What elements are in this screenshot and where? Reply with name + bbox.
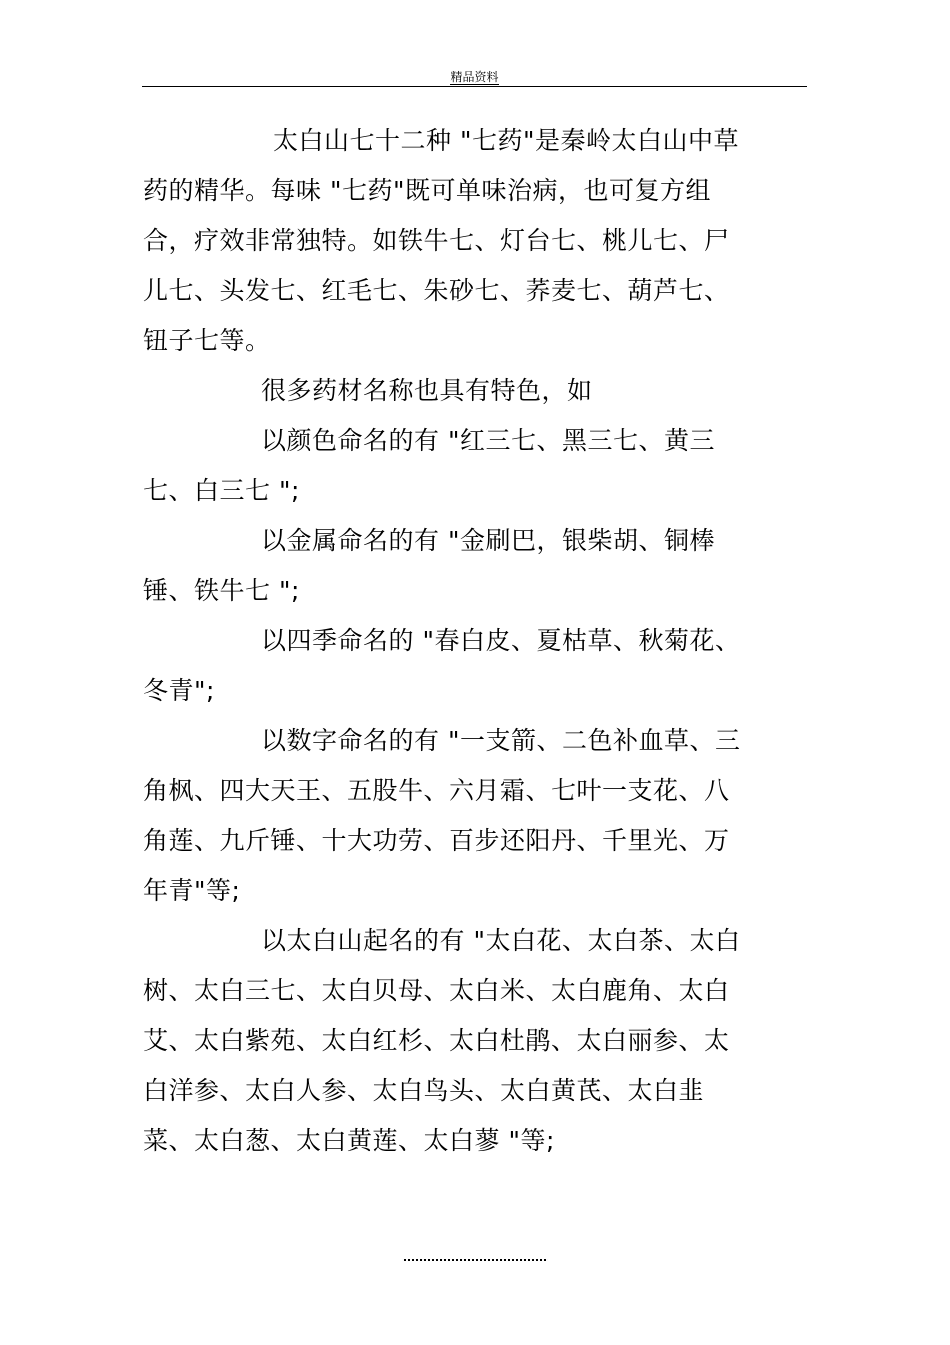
paragraph-line: 以太白山起名的有 "太白花、太白茶、太白 [261, 926, 741, 955]
footer-dotted-rule [404, 1259, 546, 1261]
paragraph-line: 树、太白三七、太白贝母、太白米、太白鹿角、太白 [143, 976, 730, 1005]
paragraph-line: 钮子七等。 [143, 326, 271, 355]
paragraph-line: 白洋参、太白人参、太白鸟头、太白黄芪、太白韭 [143, 1076, 705, 1105]
paragraph-line: 儿七、头发七、红毛七、朱砂七、荞麦七、葫芦七、 [143, 276, 730, 305]
paragraph-line: 冬青"; [143, 676, 215, 705]
paragraph-line: 锤、铁牛七 "; [143, 576, 300, 605]
paragraph-line: 年青"等; [143, 876, 241, 905]
paragraph-line: 以颜色命名的有 "红三七、黑三七、黄三 [261, 426, 715, 455]
paragraph-line: 以数字命名的有 "一支箭、二色补血草、三 [261, 726, 741, 755]
paragraph-line: 七、白三七 "; [143, 476, 300, 505]
paragraph-line: 角莲、九斤锤、十大功劳、百步还阳丹、千里光、万 [143, 826, 730, 855]
paragraph-line: 艾、太白紫苑、太白红杉、太白杜鹃、太白丽参、太 [143, 1026, 730, 1055]
paragraph-line: 很多药材名称也具有特色，如 [261, 376, 593, 405]
paragraph-line: 以金属命名的有 "金刷巴，银柴胡、铜棒 [261, 526, 715, 555]
header-title: 精品资料 [450, 70, 499, 84]
paragraph-line: 以四季命名的 "春白皮、夏枯草、秋菊花、 [261, 626, 741, 655]
document-body [143, 116, 783, 1166]
paragraph-line: 药的精华。每味 "七药"既可单味治病，也可复方组 [143, 176, 711, 205]
page-header [142, 66, 807, 87]
paragraph-line: 菜、太白葱、太白黄莲、太白蓼 "等; [143, 1126, 555, 1155]
paragraph-line: 角枫、四大天王、五股牛、六月霜、七叶一支花、八 [143, 776, 730, 805]
paragraph-line: 太白山七十二种 "七药"是秦岭太白山中草 [273, 126, 739, 155]
paragraph-line: 合，疗效非常独特。如铁牛七、灯台七、桃儿七、尸 [143, 226, 730, 255]
